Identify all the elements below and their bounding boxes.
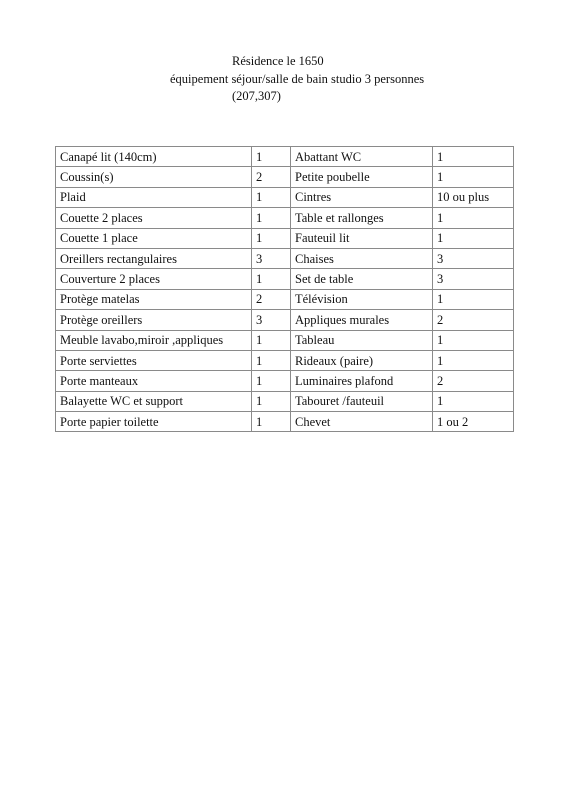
item-name-cell: Balayette WC et support (56, 391, 252, 411)
item-quantity-cell: 2 (433, 310, 514, 330)
table-row (56, 330, 514, 350)
table-row (56, 269, 514, 289)
item-name-cell: Couette 2 places (56, 208, 252, 228)
table-row (56, 350, 514, 370)
table-row (56, 187, 514, 207)
table-row (56, 391, 514, 411)
item-quantity-cell: 1 (252, 412, 291, 432)
item-name-cell: Porte manteaux (56, 371, 252, 391)
table-row (56, 289, 514, 309)
table-row (56, 208, 514, 228)
item-quantity-cell: 1 (252, 208, 291, 228)
item-name-cell: Meuble lavabo,miroir ,appliques (56, 330, 252, 350)
item-name-cell: Petite poubelle (291, 167, 433, 187)
item-name-cell: Télévision (291, 289, 433, 309)
item-name-cell: Chaises (291, 248, 433, 268)
table-row (56, 167, 514, 187)
item-name-cell: Canapé lit (140cm) (56, 147, 252, 167)
item-quantity-cell: 1 (252, 371, 291, 391)
item-quantity-cell: 1 (433, 167, 514, 187)
item-quantity-cell: 1 (252, 269, 291, 289)
item-quantity-cell: 1 (433, 208, 514, 228)
item-quantity-cell: 1 (433, 391, 514, 411)
item-quantity-cell: 3 (433, 269, 514, 289)
item-name-cell: Set de table (291, 269, 433, 289)
item-name-cell: Rideaux (paire) (291, 350, 433, 370)
item-quantity-cell: 1 (252, 228, 291, 248)
item-name-cell: Luminaires plafond (291, 371, 433, 391)
item-name-cell: Couverture 2 places (56, 269, 252, 289)
item-quantity-cell: 1 (252, 187, 291, 207)
table-row (56, 371, 514, 391)
item-quantity-cell: 2 (252, 167, 291, 187)
item-quantity-cell: 3 (252, 310, 291, 330)
item-name-cell: Plaid (56, 187, 252, 207)
item-quantity-cell: 1 (252, 350, 291, 370)
item-name-cell: Porte serviettes (56, 350, 252, 370)
item-name-cell: Appliques murales (291, 310, 433, 330)
item-quantity-cell: 3 (252, 248, 291, 268)
document-title: Résidence le 1650 (232, 54, 324, 68)
table-row (56, 310, 514, 330)
item-name-cell: Protège matelas (56, 289, 252, 309)
item-name-cell: Couette 1 place (56, 228, 252, 248)
item-name-cell: Oreillers rectangulaires (56, 248, 252, 268)
item-quantity-cell: 1 ou 2 (433, 412, 514, 432)
item-name-cell: Tableau (291, 330, 433, 350)
item-quantity-cell: 3 (433, 248, 514, 268)
item-quantity-cell: 1 (433, 228, 514, 248)
item-quantity-cell: 1 (433, 330, 514, 350)
table-row (56, 147, 514, 167)
item-name-cell: Table et rallonges (291, 208, 433, 228)
document-reference: (207,307) (232, 89, 281, 103)
inventory-table-body (56, 147, 514, 432)
item-name-cell: Tabouret /fauteuil (291, 391, 433, 411)
item-quantity-cell: 1 (433, 350, 514, 370)
item-name-cell: Fauteuil lit (291, 228, 433, 248)
item-name-cell: Chevet (291, 412, 433, 432)
item-name-cell: Coussin(s) (56, 167, 252, 187)
item-quantity-cell: 1 (252, 391, 291, 411)
item-quantity-cell: 1 (252, 147, 291, 167)
item-quantity-cell: 1 (433, 147, 514, 167)
inventory-table (55, 146, 514, 432)
item-quantity-cell: 1 (252, 330, 291, 350)
item-name-cell: Porte papier toilette (56, 412, 252, 432)
table-row (56, 248, 514, 268)
item-quantity-cell: 2 (433, 371, 514, 391)
item-quantity-cell: 2 (252, 289, 291, 309)
item-name-cell: Abattant WC (291, 147, 433, 167)
table-row (56, 412, 514, 432)
item-quantity-cell: 10 ou plus (433, 187, 514, 207)
table-row (56, 228, 514, 248)
item-quantity-cell: 1 (433, 289, 514, 309)
item-name-cell: Cintres (291, 187, 433, 207)
item-name-cell: Protège oreillers (56, 310, 252, 330)
document-subtitle: équipement séjour/salle de bain studio 3 personnes (170, 72, 425, 86)
